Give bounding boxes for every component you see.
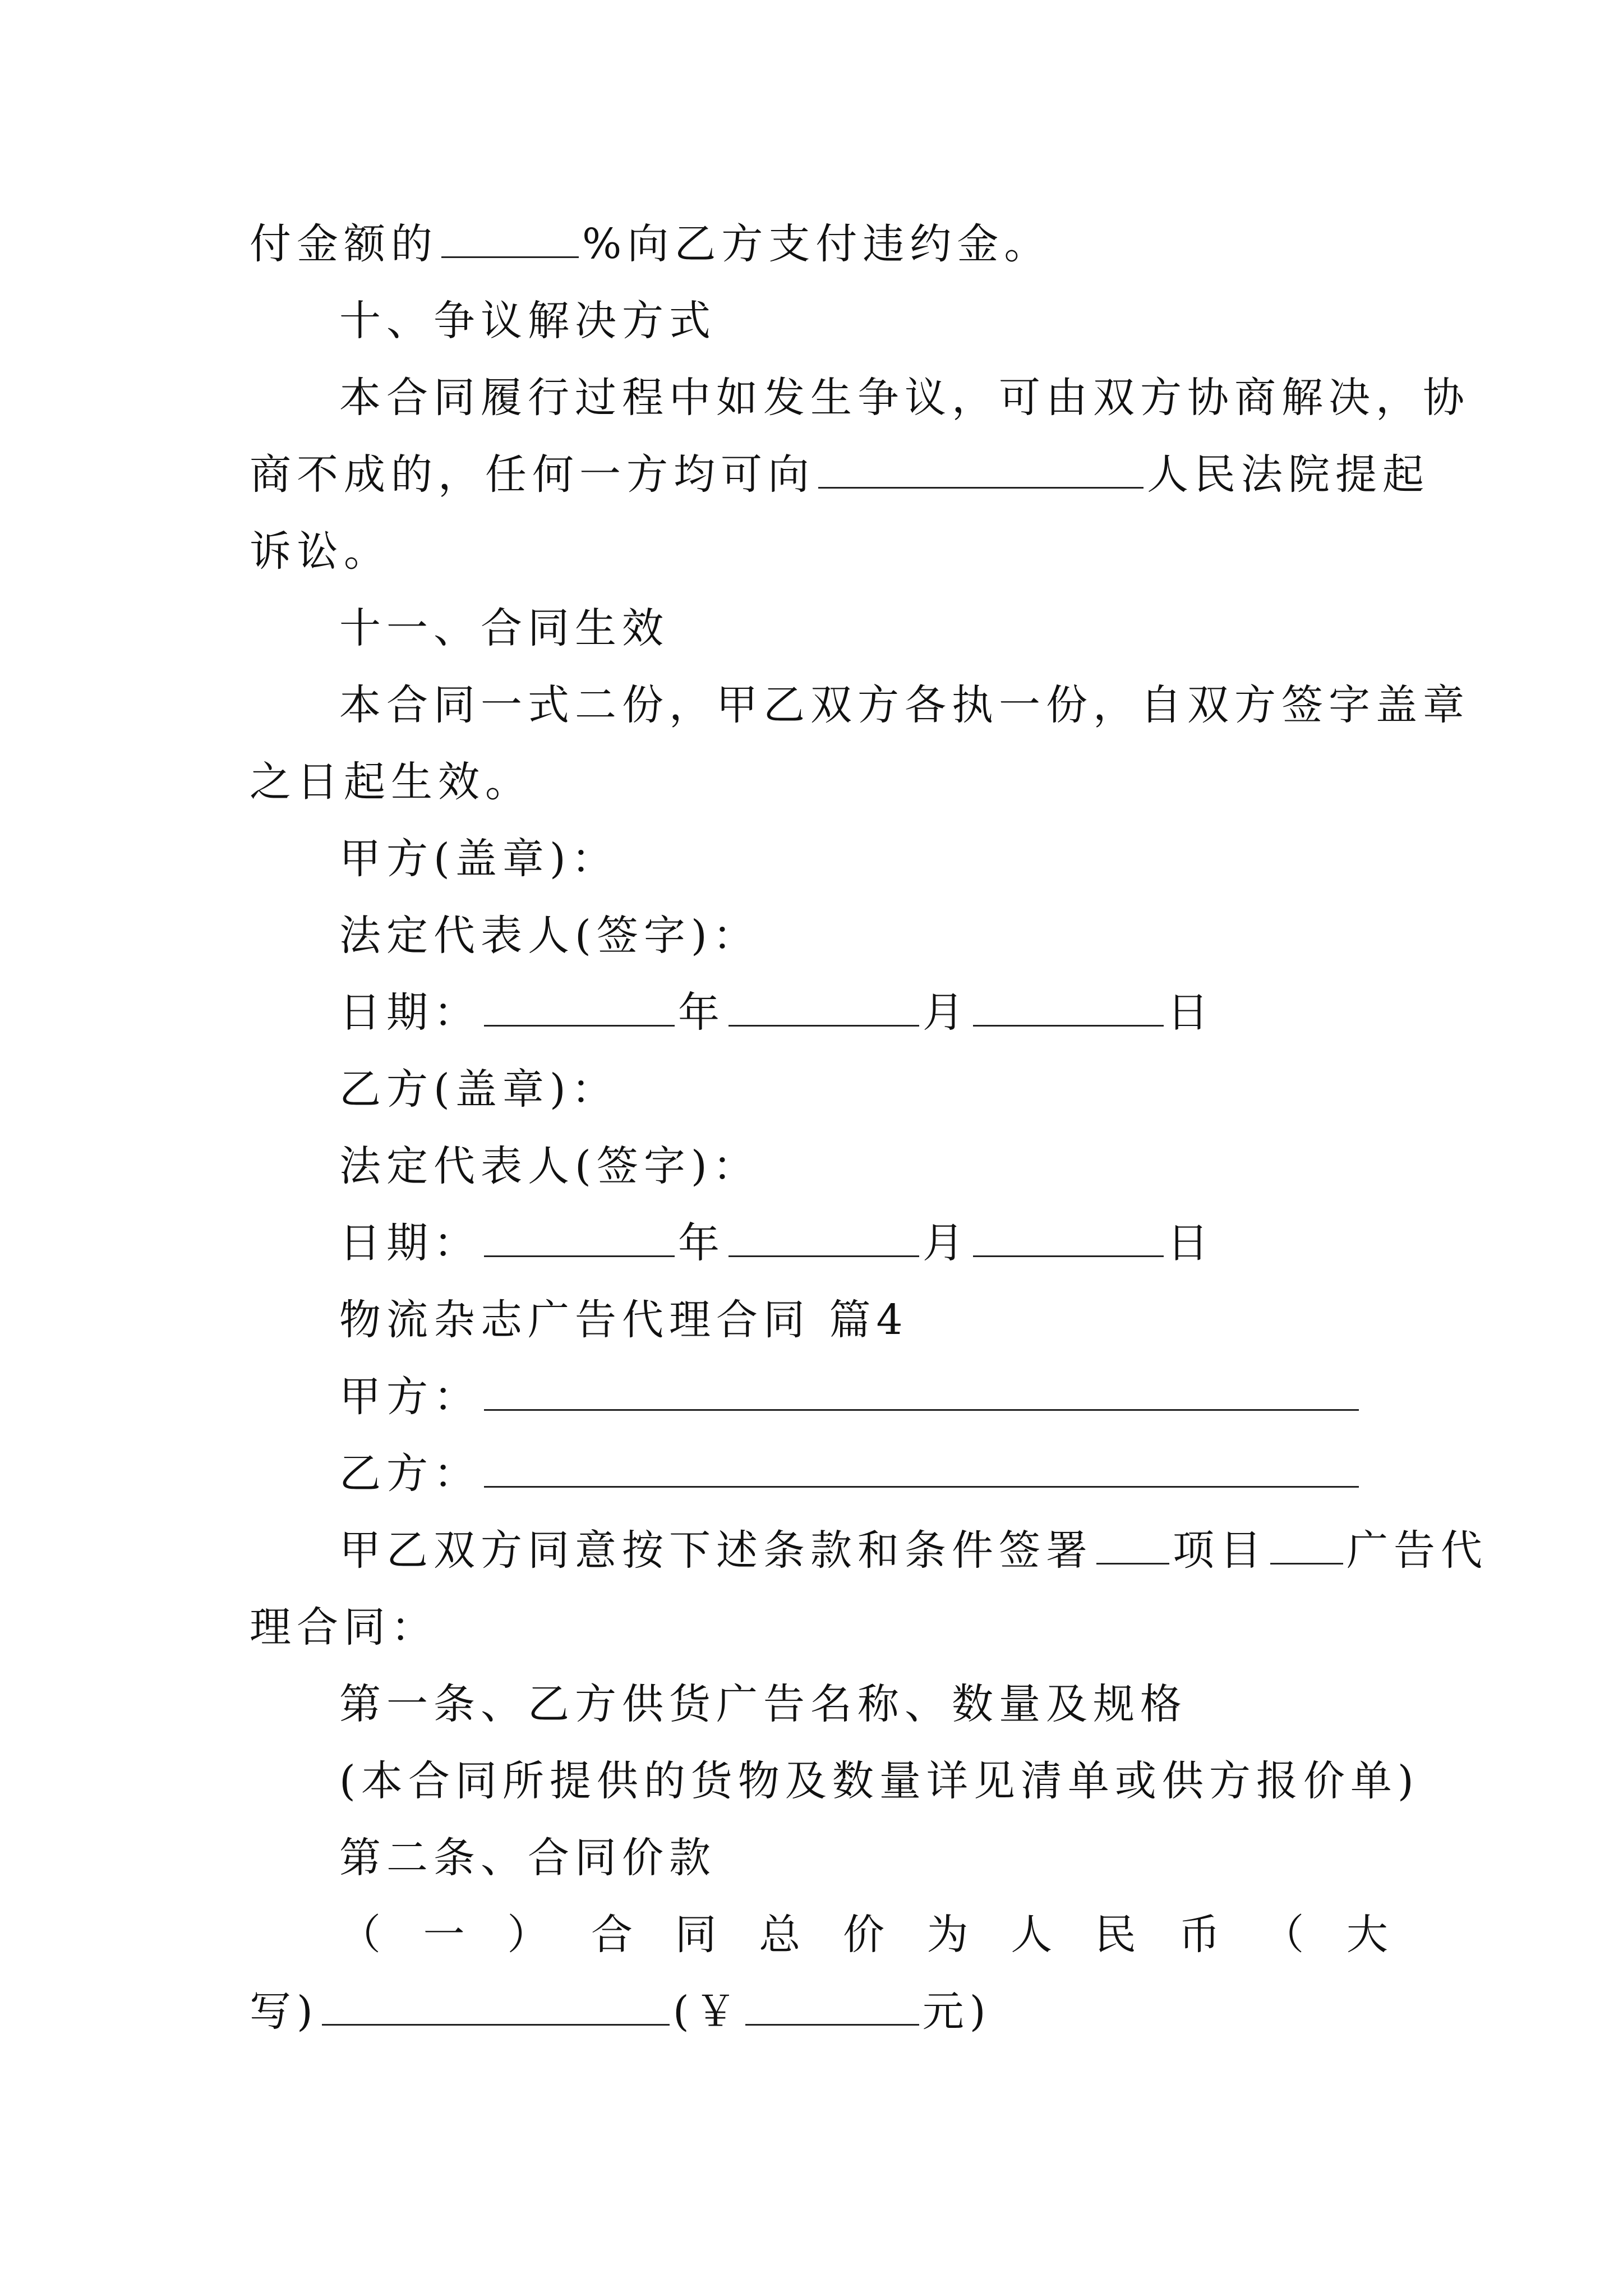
party-b-date: 日期： 年 月 日 <box>339 1219 1214 1267</box>
party-b-blank[interactable] <box>484 1451 1359 1488</box>
section-heading-effect: 十一、合同生效 <box>339 604 669 652</box>
contract-title: 物流杂志广告代理合同 篇4 <box>339 1296 909 1344</box>
court-blank[interactable] <box>818 452 1144 489</box>
party-b-seal: 乙方(盖章)： <box>339 1065 619 1114</box>
article-one-note: (本合同所提供的货物及数量详见清单或供方报价单) <box>339 1757 1419 1805</box>
month-blank[interactable] <box>728 990 919 1027</box>
party-b-representative: 法定代表人(签字)： <box>339 1142 760 1190</box>
paragraph-line: 本合同一式二份，甲乙双方各执一份，自双方签字盖章 <box>339 681 1470 729</box>
party-a-line: 甲方： <box>339 1358 1388 1436</box>
paragraph-line: 诉讼。 <box>250 527 391 576</box>
day-blank[interactable] <box>973 990 1164 1027</box>
day-blank[interactable] <box>973 1221 1164 1257</box>
total-price-line: （ 一 ） 合 同 总 价 为 人 民 币 （ 大 <box>339 1911 1388 1959</box>
month-blank[interactable] <box>728 1221 919 1257</box>
percent-blank[interactable] <box>441 222 579 258</box>
amount-number-blank[interactable] <box>745 1989 919 2026</box>
court-line: 商不成的，任何一方均可向 人民法院提起 <box>250 450 1430 499</box>
paragraph-line: 本合同履行过程中如发生争议，可由双方协商解决，协 <box>339 374 1470 422</box>
agreement-line: 甲乙双方同意按下述条款和条件签署 项目 广告代 <box>339 1526 1488 1575</box>
party-a-blank[interactable] <box>484 1374 1359 1411</box>
article-two-heading: 第二条、合同价款 <box>339 1834 716 1882</box>
section-heading-dispute: 十、争议解决方式 <box>339 297 716 345</box>
ad-blank[interactable] <box>1270 1528 1343 1565</box>
paragraph-line: 理合同： <box>250 1603 438 1651</box>
amount-line: 写) (￥ 元) <box>250 1987 992 2036</box>
project-blank[interactable] <box>1096 1528 1169 1565</box>
year-blank[interactable] <box>484 1221 675 1257</box>
party-a-seal: 甲方(盖章)： <box>339 835 619 883</box>
year-blank[interactable] <box>484 990 675 1027</box>
paragraph-line: 之日起生效。 <box>250 758 532 806</box>
penalty-line: 付金额的 %向乙方支付违约金。 <box>250 220 1052 268</box>
party-a-date: 日期： 年 月 日 <box>339 988 1214 1037</box>
article-one-heading: 第一条、乙方供货广告名称、数量及规格 <box>339 1680 1187 1728</box>
amount-words-blank[interactable] <box>322 1989 670 2026</box>
party-b-line: 乙方： <box>339 1434 1388 1513</box>
party-a-representative: 法定代表人(签字)： <box>339 912 760 960</box>
